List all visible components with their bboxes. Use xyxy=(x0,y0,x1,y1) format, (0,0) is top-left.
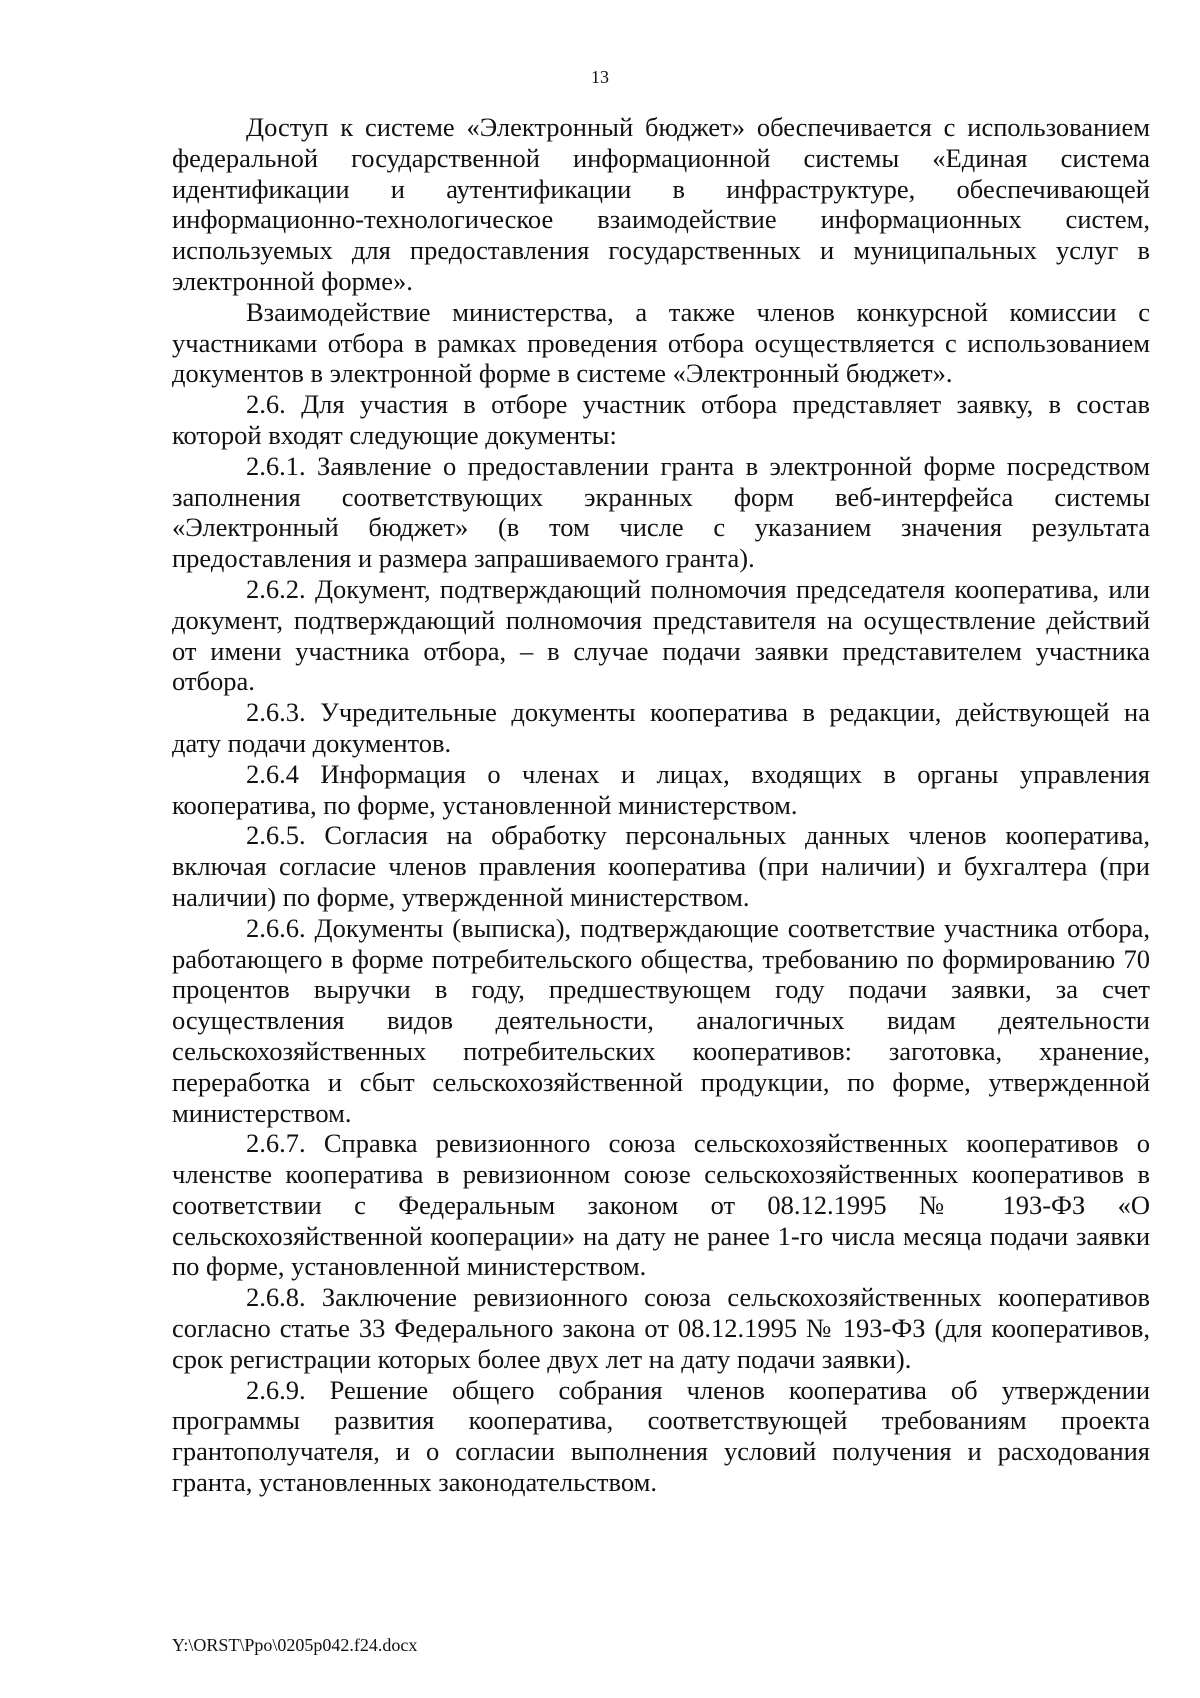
paragraph-ministry-interaction: Взаимодействие министерства, а также членов конкурсной комиссии с участниками отбора в рамках проведения отбора осуществляется с использованием документов в электронной форме в системе «Электронный бюджет». xyxy=(172,296,1150,389)
paragraph-2-6-4: 2.6.4 Информация о членах и лицах, входящих в органы управления кооператива, по форме, установленной министерством. xyxy=(172,758,1150,820)
footer-file-path: Y:\ORST\Ppo\0205p042.f24.docx xyxy=(172,1635,418,1655)
page-number: 13 xyxy=(591,67,609,87)
paragraph-2-6: 2.6. Для участия в отборе участник отбора представляет заявку, в состав которой входят следующие документы: xyxy=(172,389,1150,450)
paragraph-2-6-5: 2.6.5. Согласия на обработку персональных данных членов кооператива, включая согласие членов правления кооператива (при наличии) и бухгалтера (при наличии) по форме, утвержденной министерством. xyxy=(172,820,1150,912)
paragraph-2-6-6: 2.6.6. Документы (выписка), подтверждающие соответствие участника отбора, работающего в форме потребительского общества, требованию по формированию 70 процентов выручки в году, предшествующем году подачи заявки, за счет осуществления видов деятельности, аналогичных видам деятельности сельскохозяйственных потребительских кооперативов: заготовка, хранение, переработка и сбыт сельскохозяйственной продукции, по форме, утвержденной министерством. xyxy=(172,912,1150,1128)
paragraph-2-6-9: 2.6.9. Решение общего собрания членов кооператива об утверждении программы развития кооператива, соответствующей требованиям проекта грантополучателя, и о согласии выполнения условий получения и расходования гранта, установленных законодательством. xyxy=(172,1374,1150,1498)
document-body xyxy=(172,112,1150,1498)
paragraph-2-6-1: 2.6.1. Заявление о предоставлении гранта в электронной форме посредством заполнения соответствующих экранных форм веб-интерфейса системы «Электронный бюджет» (в том числе с указанием значения результата предоставления и размера запрашиваемого гранта). xyxy=(172,450,1150,574)
paragraph-2-6-3: 2.6.3. Учредительные документы кооператива в редакции, действующей на дату подачи документов. xyxy=(172,697,1150,758)
paragraph-electronic-budget-access: Доступ к системе «Электронный бюджет» обеспечивается с использованием федеральной государственной информационной системы «Единая система идентификации и аутентификации в инфраструктуре, обеспечивающей информационно-технологическое взаимодействие информационных систем, используемых для предоставления государственных и муниципальных услуг в электронной форме». xyxy=(172,112,1150,296)
paragraph-2-6-8: 2.6.8. Заключение ревизионного союза сельскохозяйственных кооперативов согласно статье 33 Федерального закона от 08.12.1995 № 193-ФЗ (для кооперативов, срок регистрации которых более двух лет на дату подачи заявки). xyxy=(172,1282,1150,1374)
paragraph-2-6-7: 2.6.7. Справка ревизионного союза сельскохозяйственных кооперативов о членстве кооператива в ревизионном союзе сельскохозяйственных кооперативов в соответствии с Федеральным законом от 08.12.1995 № 193-ФЗ «О сельскохозяйственной кооперации» на дату не ранее 1-го числа месяца подачи заявки по форме, установленной министерством. xyxy=(172,1128,1150,1282)
paragraph-2-6-2: 2.6.2. Документ, подтверждающий полномочия председателя кооператива, или документ, подтверждающий полномочия представителя на осуществление действий от имени участника отбора, – в случае подачи заявки представителем участника отбора. xyxy=(172,573,1150,697)
